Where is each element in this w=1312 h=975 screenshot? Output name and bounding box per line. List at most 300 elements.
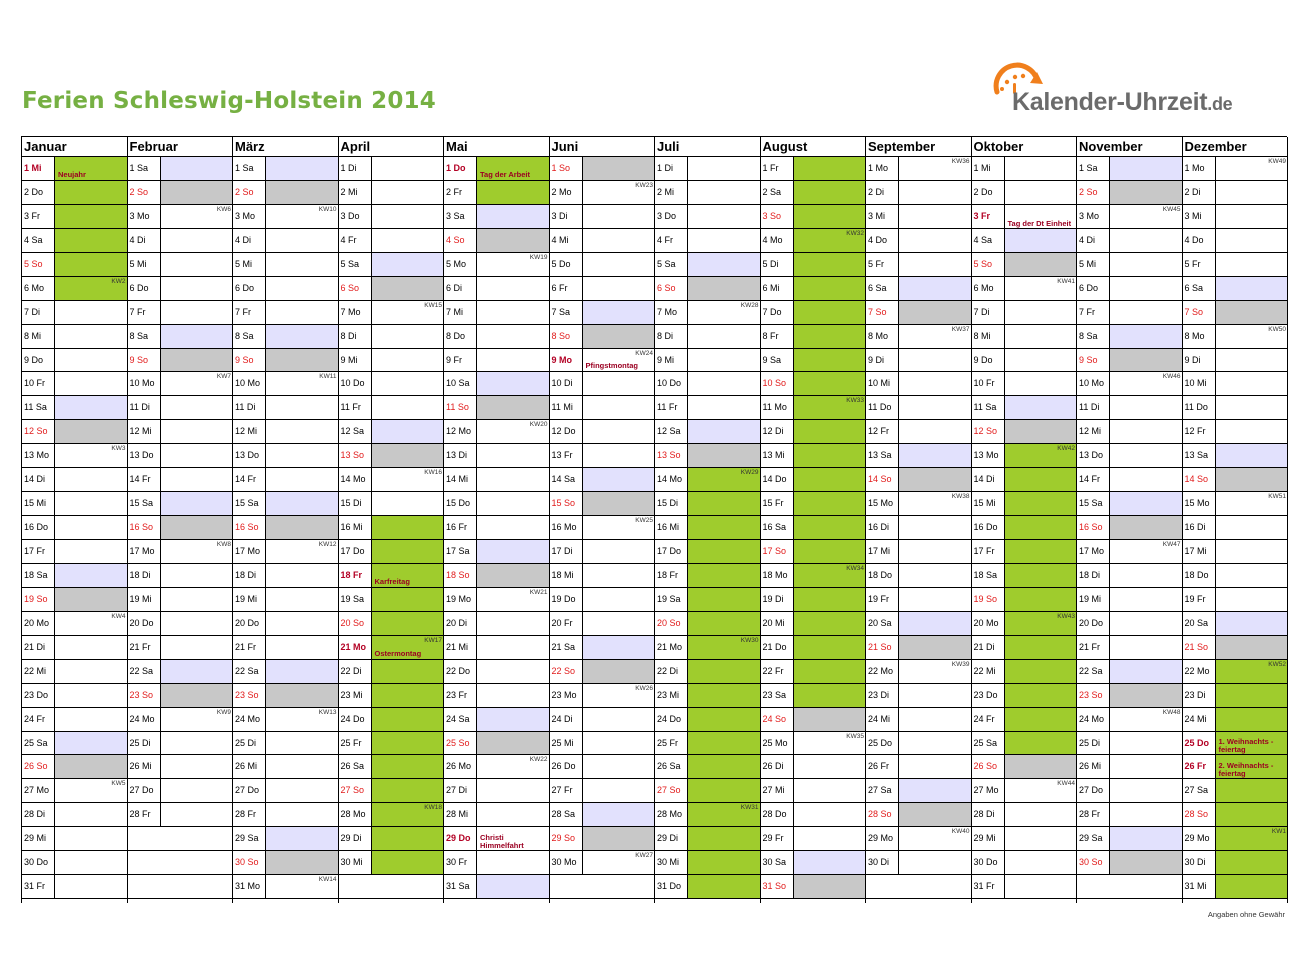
day-cell[interactable] xyxy=(655,564,760,588)
day-cell[interactable] xyxy=(655,205,760,229)
day-cell[interactable] xyxy=(444,803,549,827)
day-cell[interactable] xyxy=(655,516,760,540)
day-cell[interactable] xyxy=(233,229,338,253)
day-cell[interactable] xyxy=(761,516,866,540)
day-cell[interactable] xyxy=(444,157,549,181)
day-cell[interactable] xyxy=(128,444,233,468)
day-cell[interactable] xyxy=(972,540,1077,564)
day-cell[interactable] xyxy=(444,325,549,349)
day-cell[interactable] xyxy=(761,612,866,636)
day-cell[interactable] xyxy=(128,229,233,253)
day-cell[interactable] xyxy=(550,325,655,349)
day-cell[interactable] xyxy=(339,732,444,756)
day-cell[interactable] xyxy=(655,444,760,468)
day-cell[interactable] xyxy=(866,708,971,732)
day-cell[interactable] xyxy=(444,779,549,803)
day-cell[interactable] xyxy=(550,157,655,181)
day-cell[interactable] xyxy=(655,349,760,373)
day-cell[interactable] xyxy=(339,684,444,708)
day-cell[interactable] xyxy=(1183,181,1288,205)
day-cell[interactable] xyxy=(233,779,338,803)
day-cell[interactable] xyxy=(550,444,655,468)
day-cell[interactable] xyxy=(761,588,866,612)
day-cell[interactable] xyxy=(1077,229,1182,253)
day-cell[interactable] xyxy=(761,660,866,684)
day-cell[interactable] xyxy=(233,420,338,444)
day-cell[interactable] xyxy=(22,492,127,516)
day-cell[interactable] xyxy=(866,684,971,708)
day-cell[interactable] xyxy=(550,181,655,205)
day-cell[interactable] xyxy=(1077,755,1182,779)
day-cell[interactable] xyxy=(1183,325,1288,349)
day-cell[interactable] xyxy=(761,372,866,396)
day-cell[interactable] xyxy=(22,660,127,684)
day-cell[interactable] xyxy=(761,875,866,899)
day-cell[interactable] xyxy=(444,492,549,516)
day-cell[interactable] xyxy=(1077,420,1182,444)
day-cell[interactable] xyxy=(1077,253,1182,277)
day-cell[interactable] xyxy=(233,755,338,779)
day-cell[interactable] xyxy=(22,588,127,612)
day-cell[interactable] xyxy=(972,444,1077,468)
day-cell[interactable] xyxy=(866,396,971,420)
day-cell[interactable] xyxy=(972,708,1077,732)
day-cell[interactable] xyxy=(128,468,233,492)
day-cell[interactable] xyxy=(972,205,1077,229)
day-cell[interactable] xyxy=(128,157,233,181)
day-cell[interactable] xyxy=(550,588,655,612)
day-cell[interactable] xyxy=(22,205,127,229)
day-cell[interactable] xyxy=(233,875,338,899)
day-cell[interactable] xyxy=(1183,205,1288,229)
day-cell[interactable] xyxy=(1183,301,1288,325)
day-cell[interactable] xyxy=(22,516,127,540)
day-cell[interactable] xyxy=(1183,636,1288,660)
day-cell[interactable] xyxy=(339,708,444,732)
day-cell[interactable] xyxy=(444,301,549,325)
day-cell[interactable] xyxy=(1077,157,1182,181)
day-cell[interactable] xyxy=(550,420,655,444)
day-cell[interactable] xyxy=(1077,564,1182,588)
day-cell[interactable] xyxy=(22,396,127,420)
day-cell[interactable] xyxy=(339,205,444,229)
day-cell[interactable] xyxy=(866,372,971,396)
day-cell[interactable] xyxy=(339,253,444,277)
day-cell[interactable] xyxy=(972,181,1077,205)
day-cell[interactable] xyxy=(444,205,549,229)
day-cell[interactable] xyxy=(655,684,760,708)
day-cell[interactable] xyxy=(339,277,444,301)
day-cell[interactable] xyxy=(866,636,971,660)
day-cell[interactable] xyxy=(655,779,760,803)
day-cell[interactable] xyxy=(655,540,760,564)
day-cell[interactable] xyxy=(22,157,127,181)
day-cell[interactable] xyxy=(1183,708,1288,732)
day-cell[interactable] xyxy=(339,660,444,684)
day-cell[interactable] xyxy=(128,277,233,301)
day-cell[interactable] xyxy=(1183,851,1288,875)
day-cell[interactable] xyxy=(1077,492,1182,516)
day-cell[interactable] xyxy=(339,540,444,564)
day-cell[interactable] xyxy=(22,444,127,468)
day-cell[interactable] xyxy=(972,420,1077,444)
day-cell[interactable] xyxy=(444,181,549,205)
day-cell[interactable] xyxy=(1183,277,1288,301)
day-cell[interactable] xyxy=(128,540,233,564)
day-cell[interactable] xyxy=(233,181,338,205)
day-cell[interactable] xyxy=(972,349,1077,373)
day-cell[interactable] xyxy=(22,277,127,301)
day-cell[interactable] xyxy=(550,229,655,253)
day-cell[interactable] xyxy=(655,253,760,277)
day-cell[interactable] xyxy=(22,708,127,732)
day-cell[interactable] xyxy=(128,588,233,612)
day-cell[interactable] xyxy=(972,875,1077,899)
day-cell[interactable] xyxy=(233,301,338,325)
day-cell[interactable] xyxy=(22,827,127,851)
day-cell[interactable] xyxy=(655,851,760,875)
day-cell[interactable] xyxy=(1183,875,1288,899)
day-cell[interactable] xyxy=(444,468,549,492)
day-cell[interactable] xyxy=(550,660,655,684)
day-cell[interactable] xyxy=(22,468,127,492)
day-cell[interactable] xyxy=(444,516,549,540)
day-cell[interactable] xyxy=(1077,708,1182,732)
day-cell[interactable] xyxy=(655,277,760,301)
day-cell[interactable] xyxy=(972,755,1077,779)
day-cell[interactable] xyxy=(972,732,1077,756)
day-cell[interactable] xyxy=(761,396,866,420)
day-cell[interactable] xyxy=(128,181,233,205)
day-cell[interactable] xyxy=(444,684,549,708)
day-cell[interactable] xyxy=(1077,349,1182,373)
day-cell[interactable] xyxy=(550,684,655,708)
day-cell[interactable] xyxy=(866,827,971,851)
day-cell[interactable] xyxy=(128,732,233,756)
day-cell[interactable] xyxy=(233,396,338,420)
day-cell[interactable] xyxy=(339,420,444,444)
day-cell[interactable] xyxy=(1077,277,1182,301)
day-cell[interactable] xyxy=(761,157,866,181)
day-cell[interactable] xyxy=(339,325,444,349)
day-cell[interactable] xyxy=(444,827,549,851)
day-cell[interactable] xyxy=(550,732,655,756)
day-cell[interactable] xyxy=(1077,612,1182,636)
day-cell[interactable] xyxy=(22,325,127,349)
day-cell[interactable] xyxy=(339,755,444,779)
day-cell[interactable] xyxy=(444,588,549,612)
day-cell[interactable] xyxy=(1077,325,1182,349)
day-cell[interactable] xyxy=(866,229,971,253)
day-cell[interactable] xyxy=(1183,444,1288,468)
day-cell[interactable] xyxy=(1077,827,1182,851)
day-cell[interactable] xyxy=(233,660,338,684)
day-cell[interactable] xyxy=(761,636,866,660)
day-cell[interactable] xyxy=(866,779,971,803)
day-cell[interactable] xyxy=(1183,540,1288,564)
day-cell[interactable] xyxy=(550,755,655,779)
day-cell[interactable] xyxy=(550,612,655,636)
day-cell[interactable] xyxy=(22,803,127,827)
day-cell[interactable] xyxy=(22,851,127,875)
day-cell[interactable] xyxy=(339,564,444,588)
day-cell[interactable] xyxy=(761,420,866,444)
day-cell[interactable] xyxy=(972,588,1077,612)
day-cell[interactable] xyxy=(444,277,549,301)
day-cell[interactable] xyxy=(1183,564,1288,588)
day-cell[interactable] xyxy=(233,444,338,468)
day-cell[interactable] xyxy=(339,396,444,420)
day-cell[interactable] xyxy=(233,325,338,349)
day-cell[interactable] xyxy=(550,301,655,325)
day-cell[interactable] xyxy=(655,181,760,205)
day-cell[interactable] xyxy=(128,803,233,827)
day-cell[interactable] xyxy=(444,396,549,420)
day-cell[interactable] xyxy=(1183,732,1288,756)
day-cell[interactable] xyxy=(972,253,1077,277)
day-cell[interactable] xyxy=(22,253,127,277)
day-cell[interactable] xyxy=(655,612,760,636)
day-cell[interactable] xyxy=(655,420,760,444)
day-cell[interactable] xyxy=(1077,396,1182,420)
day-cell[interactable] xyxy=(233,803,338,827)
day-cell[interactable] xyxy=(1183,827,1288,851)
day-cell[interactable] xyxy=(866,444,971,468)
day-cell[interactable] xyxy=(1077,803,1182,827)
day-cell[interactable] xyxy=(22,636,127,660)
day-cell[interactable] xyxy=(761,540,866,564)
day-cell[interactable] xyxy=(233,516,338,540)
day-cell[interactable] xyxy=(550,827,655,851)
day-cell[interactable] xyxy=(761,468,866,492)
day-cell[interactable] xyxy=(444,229,549,253)
day-cell[interactable] xyxy=(444,875,549,899)
day-cell[interactable] xyxy=(1077,636,1182,660)
day-cell[interactable] xyxy=(444,420,549,444)
day-cell[interactable] xyxy=(655,325,760,349)
day-cell[interactable] xyxy=(761,253,866,277)
day-cell[interactable] xyxy=(233,588,338,612)
day-cell[interactable] xyxy=(866,157,971,181)
day-cell[interactable] xyxy=(761,205,866,229)
day-cell[interactable] xyxy=(972,157,1077,181)
day-cell[interactable] xyxy=(972,564,1077,588)
day-cell[interactable] xyxy=(550,277,655,301)
day-cell[interactable] xyxy=(972,277,1077,301)
day-cell[interactable] xyxy=(233,851,338,875)
day-cell[interactable] xyxy=(339,516,444,540)
day-cell[interactable] xyxy=(866,205,971,229)
day-cell[interactable] xyxy=(339,349,444,373)
day-cell[interactable] xyxy=(1077,540,1182,564)
day-cell[interactable] xyxy=(22,684,127,708)
day-cell[interactable] xyxy=(761,492,866,516)
day-cell[interactable] xyxy=(1077,660,1182,684)
day-cell[interactable] xyxy=(22,755,127,779)
day-cell[interactable] xyxy=(761,564,866,588)
day-cell[interactable] xyxy=(22,612,127,636)
day-cell[interactable] xyxy=(339,851,444,875)
day-cell[interactable] xyxy=(761,301,866,325)
day-cell[interactable] xyxy=(972,779,1077,803)
day-cell[interactable] xyxy=(128,396,233,420)
day-cell[interactable] xyxy=(761,851,866,875)
day-cell[interactable] xyxy=(339,636,444,660)
day-cell[interactable] xyxy=(233,540,338,564)
day-cell[interactable] xyxy=(444,564,549,588)
day-cell[interactable] xyxy=(339,468,444,492)
day-cell[interactable] xyxy=(866,732,971,756)
day-cell[interactable] xyxy=(550,468,655,492)
day-cell[interactable] xyxy=(22,564,127,588)
day-cell[interactable] xyxy=(972,803,1077,827)
day-cell[interactable] xyxy=(444,253,549,277)
day-cell[interactable] xyxy=(128,372,233,396)
day-cell[interactable] xyxy=(866,851,971,875)
day-cell[interactable] xyxy=(655,636,760,660)
day-cell[interactable] xyxy=(128,564,233,588)
day-cell[interactable] xyxy=(761,229,866,253)
day-cell[interactable] xyxy=(22,229,127,253)
day-cell[interactable] xyxy=(444,372,549,396)
day-cell[interactable] xyxy=(22,779,127,803)
day-cell[interactable] xyxy=(128,636,233,660)
day-cell[interactable] xyxy=(655,229,760,253)
day-cell[interactable] xyxy=(339,827,444,851)
day-cell[interactable] xyxy=(1183,253,1288,277)
day-cell[interactable] xyxy=(866,755,971,779)
day-cell[interactable] xyxy=(339,157,444,181)
day-cell[interactable] xyxy=(761,779,866,803)
day-cell[interactable] xyxy=(1077,444,1182,468)
day-cell[interactable] xyxy=(1183,516,1288,540)
day-cell[interactable] xyxy=(866,301,971,325)
day-cell[interactable] xyxy=(128,755,233,779)
day-cell[interactable] xyxy=(550,803,655,827)
day-cell[interactable] xyxy=(655,660,760,684)
day-cell[interactable] xyxy=(339,612,444,636)
day-cell[interactable] xyxy=(1183,588,1288,612)
day-cell[interactable] xyxy=(972,301,1077,325)
day-cell[interactable] xyxy=(339,372,444,396)
day-cell[interactable] xyxy=(1183,349,1288,373)
day-cell[interactable] xyxy=(655,803,760,827)
day-cell[interactable] xyxy=(866,277,971,301)
day-cell[interactable] xyxy=(1183,420,1288,444)
day-cell[interactable] xyxy=(655,157,760,181)
day-cell[interactable] xyxy=(866,588,971,612)
day-cell[interactable] xyxy=(22,372,127,396)
day-cell[interactable] xyxy=(761,708,866,732)
day-cell[interactable] xyxy=(866,803,971,827)
day-cell[interactable] xyxy=(128,420,233,444)
day-cell[interactable] xyxy=(761,684,866,708)
day-cell[interactable] xyxy=(655,755,760,779)
day-cell[interactable] xyxy=(655,468,760,492)
day-cell[interactable] xyxy=(550,492,655,516)
day-cell[interactable] xyxy=(655,301,760,325)
day-cell[interactable] xyxy=(1183,660,1288,684)
day-cell[interactable] xyxy=(550,349,655,373)
day-cell[interactable] xyxy=(444,851,549,875)
day-cell[interactable] xyxy=(655,827,760,851)
day-cell[interactable] xyxy=(1077,181,1182,205)
day-cell[interactable] xyxy=(22,349,127,373)
day-cell[interactable] xyxy=(444,612,549,636)
day-cell[interactable] xyxy=(233,708,338,732)
day-cell[interactable] xyxy=(761,827,866,851)
day-cell[interactable] xyxy=(233,253,338,277)
day-cell[interactable] xyxy=(233,827,338,851)
day-cell[interactable] xyxy=(128,516,233,540)
day-cell[interactable] xyxy=(761,349,866,373)
day-cell[interactable] xyxy=(128,349,233,373)
day-cell[interactable] xyxy=(233,684,338,708)
day-cell[interactable] xyxy=(1077,468,1182,492)
day-cell[interactable] xyxy=(866,468,971,492)
day-cell[interactable] xyxy=(444,636,549,660)
day-cell[interactable] xyxy=(233,492,338,516)
day-cell[interactable] xyxy=(550,851,655,875)
day-cell[interactable] xyxy=(972,827,1077,851)
day-cell[interactable] xyxy=(233,157,338,181)
day-cell[interactable] xyxy=(866,612,971,636)
day-cell[interactable] xyxy=(233,612,338,636)
day-cell[interactable] xyxy=(1077,301,1182,325)
day-cell[interactable] xyxy=(1077,684,1182,708)
day-cell[interactable] xyxy=(761,277,866,301)
day-cell[interactable] xyxy=(866,516,971,540)
day-cell[interactable] xyxy=(866,540,971,564)
day-cell[interactable] xyxy=(233,349,338,373)
brand-logo[interactable] xyxy=(985,62,1275,124)
day-cell[interactable] xyxy=(866,660,971,684)
day-cell[interactable] xyxy=(233,468,338,492)
day-cell[interactable] xyxy=(22,732,127,756)
day-cell[interactable] xyxy=(22,301,127,325)
day-cell[interactable] xyxy=(1183,157,1288,181)
day-cell[interactable] xyxy=(444,732,549,756)
day-cell[interactable] xyxy=(339,181,444,205)
day-cell[interactable] xyxy=(1077,372,1182,396)
day-cell[interactable] xyxy=(1183,779,1288,803)
day-cell[interactable] xyxy=(128,684,233,708)
day-cell[interactable] xyxy=(233,636,338,660)
day-cell[interactable] xyxy=(128,612,233,636)
day-cell[interactable] xyxy=(866,181,971,205)
day-cell[interactable] xyxy=(1077,732,1182,756)
day-cell[interactable] xyxy=(1077,779,1182,803)
day-cell[interactable] xyxy=(444,540,549,564)
day-cell[interactable] xyxy=(339,301,444,325)
day-cell[interactable] xyxy=(128,205,233,229)
day-cell[interactable] xyxy=(128,492,233,516)
day-cell[interactable] xyxy=(233,372,338,396)
day-cell[interactable] xyxy=(339,803,444,827)
day-cell[interactable] xyxy=(866,349,971,373)
day-cell[interactable] xyxy=(866,325,971,349)
day-cell[interactable] xyxy=(1183,612,1288,636)
day-cell[interactable] xyxy=(866,564,971,588)
day-cell[interactable] xyxy=(22,181,127,205)
day-cell[interactable] xyxy=(972,229,1077,253)
day-cell[interactable] xyxy=(1183,372,1288,396)
day-cell[interactable] xyxy=(128,660,233,684)
day-cell[interactable] xyxy=(128,301,233,325)
day-cell[interactable] xyxy=(1183,755,1288,779)
day-cell[interactable] xyxy=(655,396,760,420)
day-cell[interactable] xyxy=(655,708,760,732)
